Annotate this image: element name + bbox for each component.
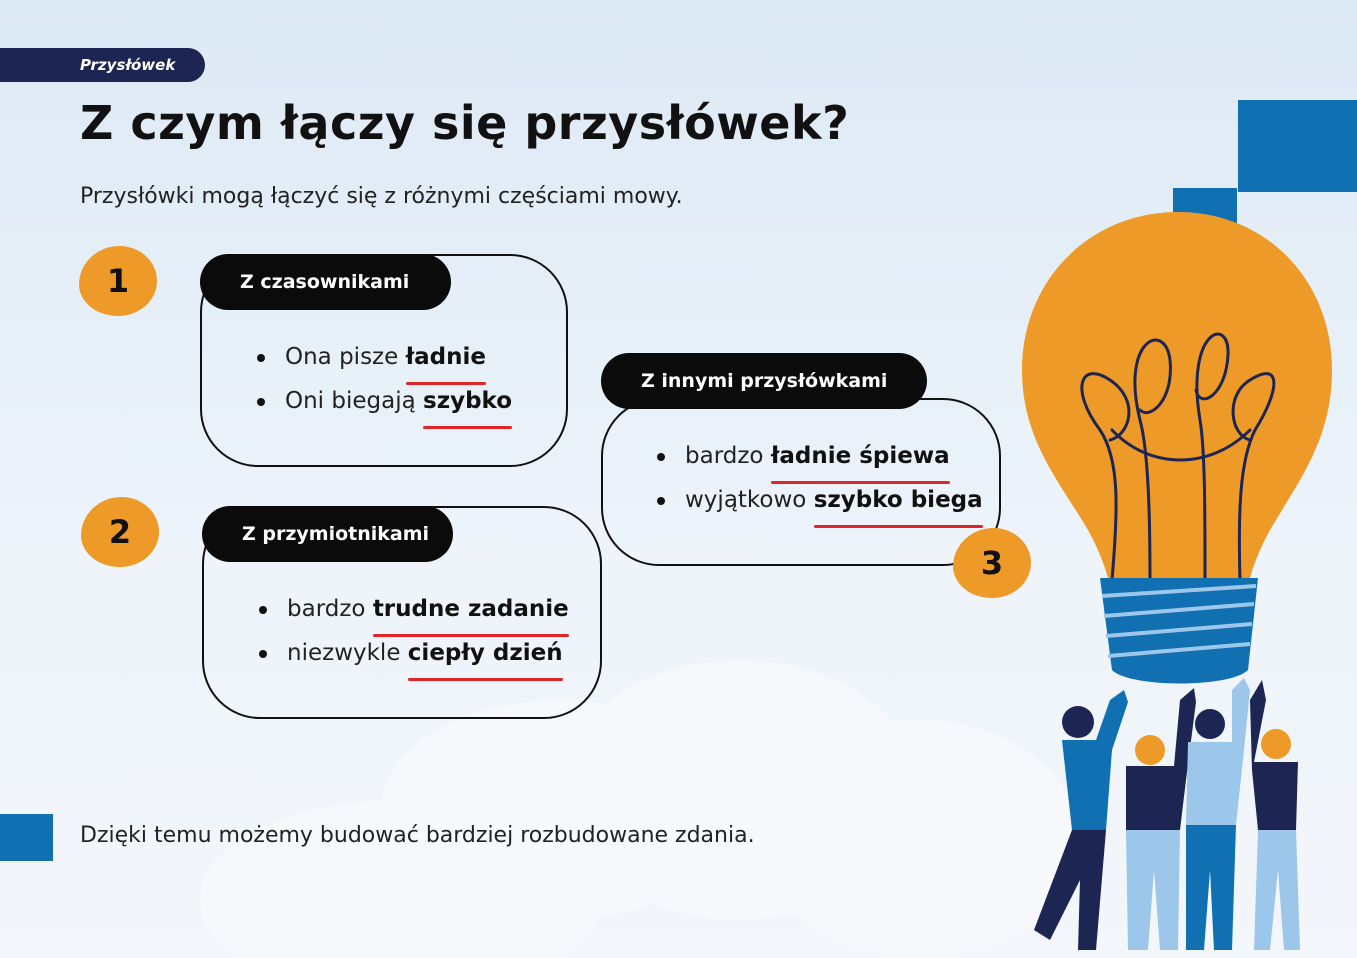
bulb-glass-shape — [1022, 212, 1332, 578]
example-plain: wyjątkowo — [685, 487, 814, 513]
list-item — [657, 434, 983, 478]
example-plain: Oni biegają — [285, 388, 424, 414]
example-plain: niezwykle — [287, 640, 408, 666]
bullet-icon — [657, 453, 665, 461]
list-item — [259, 587, 569, 631]
example-plain: Ona pisze — [285, 344, 406, 370]
example-list — [657, 434, 983, 522]
example-highlight: trudne zadanie — [373, 587, 569, 631]
bullet-icon — [259, 606, 267, 614]
list-item — [257, 379, 512, 423]
page-subtitle: Przysłówki mogą łączyć się z różnymi częściami mowy. — [80, 184, 683, 209]
example-plain: bardzo — [685, 443, 771, 469]
bullet-icon — [657, 497, 665, 505]
lightbulb-illustration — [1000, 90, 1357, 958]
example-list — [257, 335, 512, 423]
people-group-icon — [1034, 678, 1300, 950]
example-highlight: szybko biega — [814, 478, 983, 522]
example-highlight: ładnie śpiewa — [771, 434, 950, 478]
list-item — [257, 335, 512, 379]
group-number-badge: 1 — [79, 246, 157, 316]
group-heading: Z innymi przysłówkami — [601, 353, 927, 409]
bullet-icon — [257, 398, 265, 406]
page-title: Z czym łączy się przysłówek? — [80, 96, 850, 150]
group-heading: Z czasownikami — [200, 254, 451, 310]
group-number-badge: 2 — [81, 497, 159, 567]
bullet-icon — [257, 354, 265, 362]
group-number-badge: 3 — [953, 528, 1031, 598]
group-heading: Z przymiotnikami — [202, 506, 453, 562]
example-highlight: ciepły dzień — [408, 631, 563, 675]
decor-square-bottom-left — [0, 814, 53, 861]
page-footer: Dzięki temu możemy budować bardziej rozbudowane zdania. — [80, 823, 755, 848]
section-tag: Przysłówek — [0, 48, 205, 82]
example-list — [259, 587, 569, 675]
list-item — [657, 478, 983, 522]
example-highlight: ładnie — [406, 335, 486, 379]
example-highlight: szybko — [423, 379, 512, 423]
list-item — [259, 631, 569, 675]
example-plain: bardzo — [287, 596, 373, 622]
bullet-icon — [259, 650, 267, 658]
